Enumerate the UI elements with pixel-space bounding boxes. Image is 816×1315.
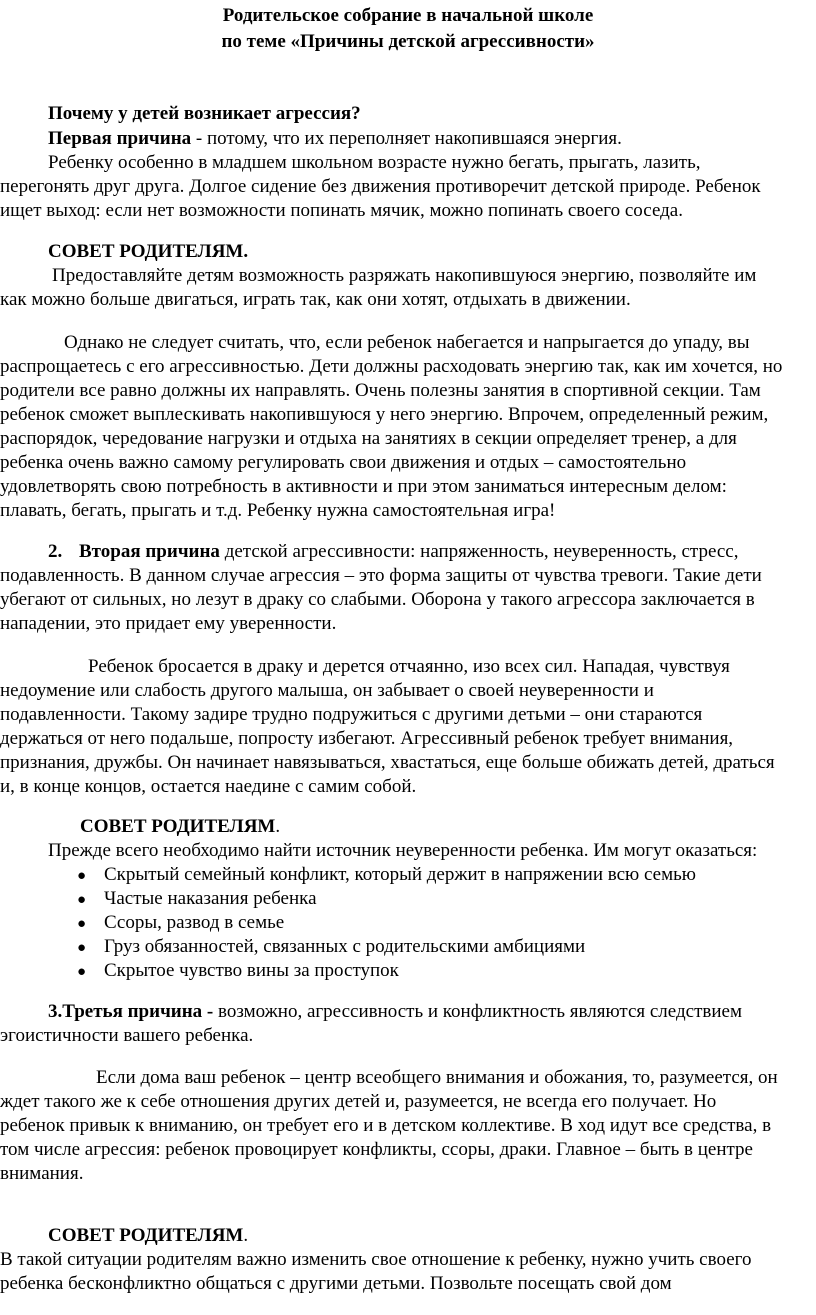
cause2-p1-line: нападении, это придает ему уверенности. [0,613,337,634]
cause2-p2-line: держаться от него подальше, попросту избегают. Агрессивный ребенок требует внимания, [0,728,734,749]
bullet-icon: ● [77,916,87,932]
list-item: Скрытое чувство вины за проступок [104,960,399,981]
question-heading: Почему у детей возникает агрессия? [48,103,361,124]
cause2-p2-line: недоумение или слабость другого малыша, он забывает о своей неуверенности и [0,680,654,701]
cause2-p1-line: убегают от сильных, но лезут в драку со слабыми. Оборона у такого агрессора заключается в [0,589,755,610]
cause2-p1-line: подавленность. В данном случае агрессия – это форма защиты от чувства тревоги. Такие дети [0,565,762,586]
cause1-p2-line: Однако не следует считать, что, если ребенок набегается и напрыгается до упаду, вы [64,332,750,353]
cause2-line [48,540,739,564]
list-item: Скрытый семейный конфликт, который держит в напряжении всю семью [104,864,696,885]
cause2-number: 2. [48,541,63,562]
cause1-p2-line: распорядок, чередование нагрузки и отдыха на занятиях в секции определяет тренер, а для [0,428,737,449]
cause2-text: детской агрессивности: напряженность, неуверенность, стресс, [219,541,739,562]
cause3-advice-line: ребенка бесконфликтно общаться с другими детьми. Позвольте посещать свой дом [0,1273,672,1294]
cause1-p1-line: ищет выход: если нет возможности попинать мячик, можно попинать своего соседа. [0,200,683,221]
cause1-p1-line: Ребенку особенно в младшем школьном возрасте нужно бегать, прыгать, лазить, [48,152,701,173]
cause2-p2-line: признания, дружбы. Он начинает навязываться, хвастаться, еще больше обижать детей, драться [0,752,775,773]
cause3-advice-line: В такой ситуации родителям важно изменить свое отношение к ребенку, нужно учить своего [0,1249,752,1270]
cause2-advice-heading [80,815,280,839]
cause1-p2-line: удовлетворять свою потребность в активности и при этом заниматься интересным делом: [0,476,727,497]
list-item: Ссоры, развод в семье [104,912,285,933]
cause3-p2-line: ребенок привык к вниманию, он требует его и в детском коллективе. В ход идут все средства, в [0,1115,772,1136]
cause3-p1-line: эгоистичности вашего ребенка. [0,1025,254,1046]
cause3-label: 3.Третья причина - [48,1001,214,1022]
cause1-label: Первая причина [48,128,192,149]
cause3-line [48,1000,742,1024]
cause3-p2-line: ждет такого же к себе отношения других детей и, разумеется, не всегда его получает. Но [0,1091,717,1112]
cause2-p2-line: и, в конце концов, остается наедине с самим собой. [0,776,417,797]
cause2-label: Вторая причина [79,541,220,562]
title-line-1: Родительское собрание в начальной школе [222,5,594,26]
cause3-advice-heading [48,1224,248,1248]
cause3-text: возможно, агрессивность и конфликтность являются следствием [213,1001,742,1022]
cause3-p2-line: внимания. [0,1163,84,1184]
cause2-advice-intro: Прежде всего необходимо найти источник неуверенности ребенка. Им могут оказаться: [48,840,758,861]
cause1-p2-line: ребенок сможет выплескивать накопившуюся у него энергию. Впрочем, определенный режим, [0,404,769,425]
cause1-advice-line: как можно больше двигаться, играть так, как они хотят, отдыхать в движении. [0,289,631,310]
cause1-p2-line: распрощаетесь с его агрессивностью. Дети должны расходовать энергию так, как им хочется, но [0,356,783,377]
bullet-icon: ● [77,964,87,980]
bullet-icon: ● [77,892,87,908]
cause3-advice-heading-text: СОВЕТ РОДИТЕЛЯМ [48,1225,244,1246]
list-item: Груз обязанностей, связанных с родительскими амбициями [104,936,586,957]
cause2-p2-line: Ребенок бросается в драку и дерется отчаянно, изо всех сил. Нападая, чувствуя [88,656,730,677]
cause1-advice-heading: СОВЕТ РОДИТЕЛЯМ. [48,241,249,262]
cause1-p2-line: ребенка очень важно самому регулировать свои движения и отдых – самостоятельно [0,452,687,473]
title-line-2: по теме «Причины детской агрессивности» [221,31,595,52]
cause2-p2-line: подавленности. Такому задире трудно подружиться с другими детьми – они стараются [0,704,703,725]
cause1-p1-line: перегонять друг друга. Долгое сидение без движения противоречит детской природе. Ребенок [0,176,761,197]
cause1-advice-line: Предоставляйте детям возможность разряжать накопившуюся энергию, позволяйте им [52,265,757,286]
cause3-p2-line: том числе агрессия: ребенок провоцирует конфликты, ссоры, драки. Главное – быть в центре [0,1139,753,1160]
cause1-line [48,127,622,151]
cause1-text: - потому, что их переполняет накопившаяся энергия. [191,128,622,149]
cause3-p2-line: Если дома ваш ребенок – центр всеобщего внимания и обожания, то, разумеется, он [96,1067,778,1088]
cause2-advice-heading-dot: . [275,816,281,837]
bullet-icon: ● [77,868,87,884]
cause3-advice-heading-dot: . [243,1225,249,1246]
list-item: Частые наказания ребенка [104,888,317,909]
bullet-icon: ● [77,940,87,956]
cause1-p2-line: родители все равно должны их направлять. Очень полезны занятия в спортивной секции. Там [0,380,761,401]
cause2-advice-heading-text: СОВЕТ РОДИТЕЛЯМ [80,816,276,837]
cause1-p2-line: плавать, бегать, прыгать и т.д. Ребенку нужна самостоятельная игра! [0,500,556,521]
